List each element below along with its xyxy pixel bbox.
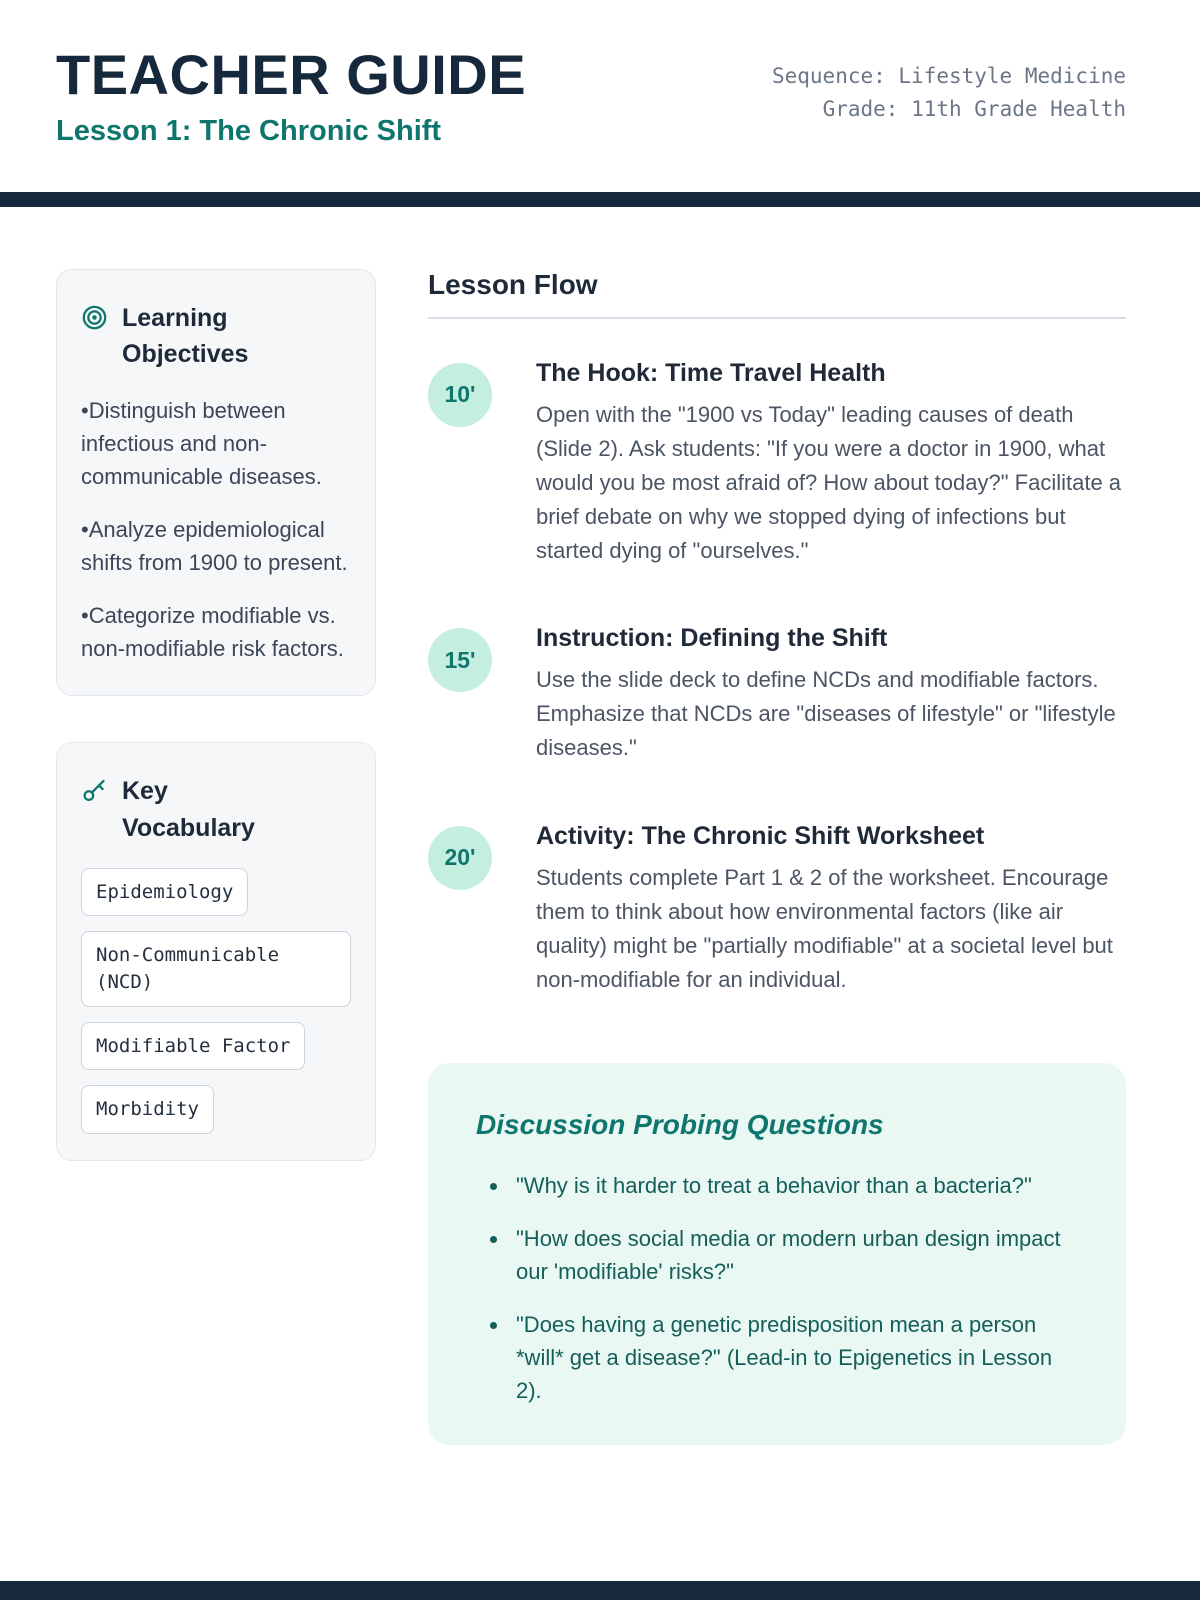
meta-sequence: Sequence: Lifestyle Medicine (771, 64, 1126, 88)
discussion-question: • "How does social media or modern urban design impact our 'modifiable' risks?" (510, 1222, 1078, 1288)
target-icon (81, 304, 108, 336)
step-body: Open with the "1900 vs Today" leading causes of death (Slide 2). Ask students: "If you were a doctor in 1900, what would you be most afraid of? How about today?" Facilitate a brief debate on why we stopped dying of infections but started dying of "ourselves." (536, 401, 1122, 564)
step-body: Use the slide deck to define NCDs and modifiable factors. Emphasize that NCDs are "diseases of lifestyle" or "lifestyle diseases." (536, 667, 1116, 761)
main-column (428, 269, 1126, 1445)
duration-badge: 15' (428, 628, 492, 692)
key-vocabulary-title: Key Vocabulary (122, 777, 255, 842)
objective-item: • Analyze epidemiological shifts from 1900 to present. (81, 513, 351, 579)
vocab-list (81, 868, 351, 1134)
vocab-tag: Non-Communicable (NCD) (81, 931, 351, 1006)
header-divider-bar (0, 192, 1200, 207)
content (0, 207, 1200, 1445)
vocab-tag: Epidemiology (81, 868, 248, 917)
key-icon (81, 777, 108, 809)
vocab-tag: Modifiable Factor (81, 1022, 305, 1071)
learning-objectives-header (81, 300, 351, 373)
discussion-question: • "Does having a genetic predisposition mean a person *will* get a disease?" (Lead-in to Epigenetics in Lesson 2). (510, 1308, 1078, 1407)
lesson-step (428, 822, 1126, 997)
meta-grade: Grade: 11th Grade Health (822, 96, 1126, 121)
footer-bar (0, 1581, 1200, 1600)
lesson-flow-title: Lesson Flow (428, 269, 1126, 319)
vocab-tag: Morbidity (81, 1085, 214, 1134)
lesson-step (428, 624, 1126, 765)
step-title: Activity: The Chronic Shift Worksheet (536, 821, 985, 850)
page-title: TEACHER GUIDE (56, 43, 527, 106)
step-title: The Hook: Time Travel Health (536, 358, 886, 387)
discussion-title: Discussion Probing Questions (476, 1108, 884, 1140)
sidebar (56, 269, 376, 1161)
lesson-step (428, 359, 1126, 568)
page-subtitle: Lesson 1: The Chronic Shift (56, 114, 442, 147)
header (0, 0, 1200, 148)
duration-badge: 20' (428, 826, 492, 890)
discussion-box (428, 1063, 1126, 1445)
header-meta (772, 60, 1126, 125)
key-vocabulary-header (81, 773, 351, 846)
discussion-question: • "Why is it harder to treat a behavior than a bacteria?" (510, 1169, 1078, 1202)
learning-objectives-card (56, 269, 376, 697)
key-vocabulary-card (56, 742, 376, 1160)
step-body: Students complete Part 1 & 2 of the worksheet. Encourage them to think about how environmental factors (like air quality) might be "partially modifiable" at a societal level but non-modifiable for an individual. (536, 864, 1113, 992)
step-title: Instruction: Defining the Shift (536, 624, 888, 653)
objective-item: • Categorize modifiable vs. non-modifiable risk factors. (81, 599, 351, 665)
header-titles (56, 43, 527, 148)
learning-objectives-title: Learning Objectives (122, 303, 249, 369)
discussion-list (476, 1169, 1078, 1407)
objective-item: • Distinguish between infectious and non-communicable diseases. (81, 394, 351, 493)
duration-badge: 10' (428, 363, 492, 427)
